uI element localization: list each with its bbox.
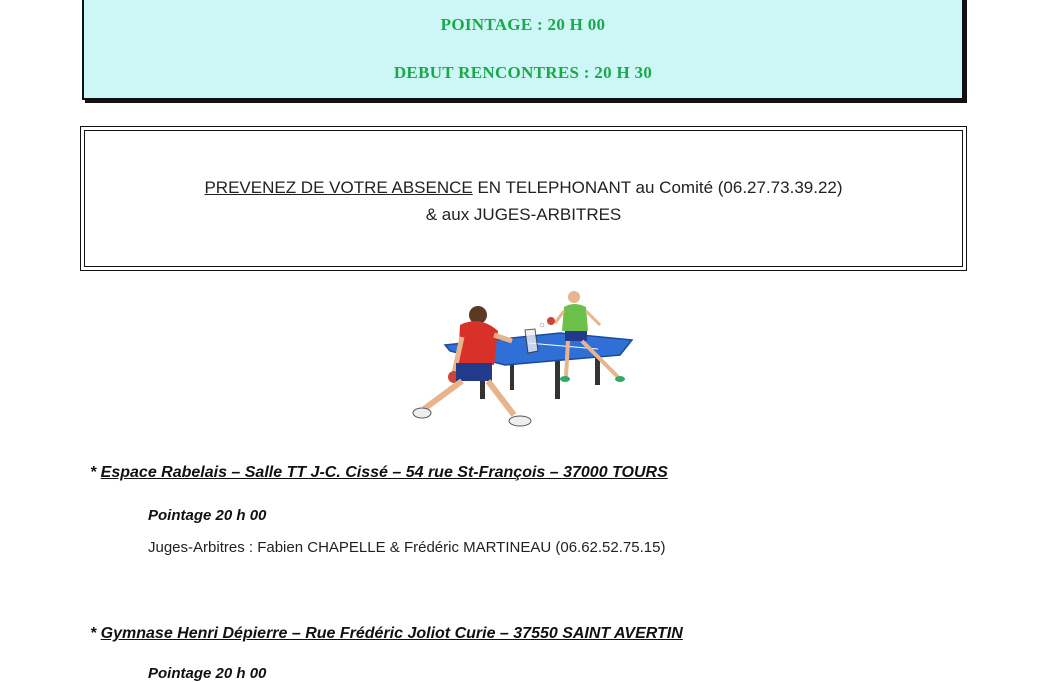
debut-rencontres-time: DEBUT RENCONTRES : 20 H 30: [393, 63, 653, 82]
venue-1-pointage: Pointage 20 h 00: [148, 507, 267, 524]
absence-notice-inner: [84, 130, 963, 267]
notice-line-2: & aux JUGES-ARBITRES: [425, 205, 622, 224]
venue-2-pointage: Pointage 20 h 00: [148, 665, 267, 682]
schedule-box: [82, 0, 964, 100]
absence-notice-box: [80, 126, 967, 271]
notice-phone: EN TELEPHONANT au Comité (06.27.73.39.22): [472, 178, 843, 197]
venue-2-bullet: *: [90, 625, 101, 642]
venue-2-title: [90, 625, 683, 643]
venue-1-bullet: *: [90, 464, 101, 481]
notice-underlined: PREVENEZ DE VOTRE ABSENCE: [204, 178, 473, 197]
venue-2-name: Gymnase Henri Dépierre – Rue Frédéric Joliot Curie – 37550 SAINT AVERTIN: [100, 625, 683, 642]
venue-1-juges-arbitres: Juges-Arbitres : Fabien CHAPELLE & Frédéric MARTINEAU (06.62.52.75.15): [148, 539, 666, 556]
venue-1-name: Espace Rabelais – Salle TT J-C. Cissé – 54 rue St-François – 37000 TOURS: [100, 464, 668, 481]
notice-line-1: [85, 178, 962, 198]
pointage-time: POINTAGE : 20 H 00: [440, 15, 606, 34]
table-tennis-illustration: [410, 285, 640, 435]
venue-1-title: [90, 464, 668, 482]
